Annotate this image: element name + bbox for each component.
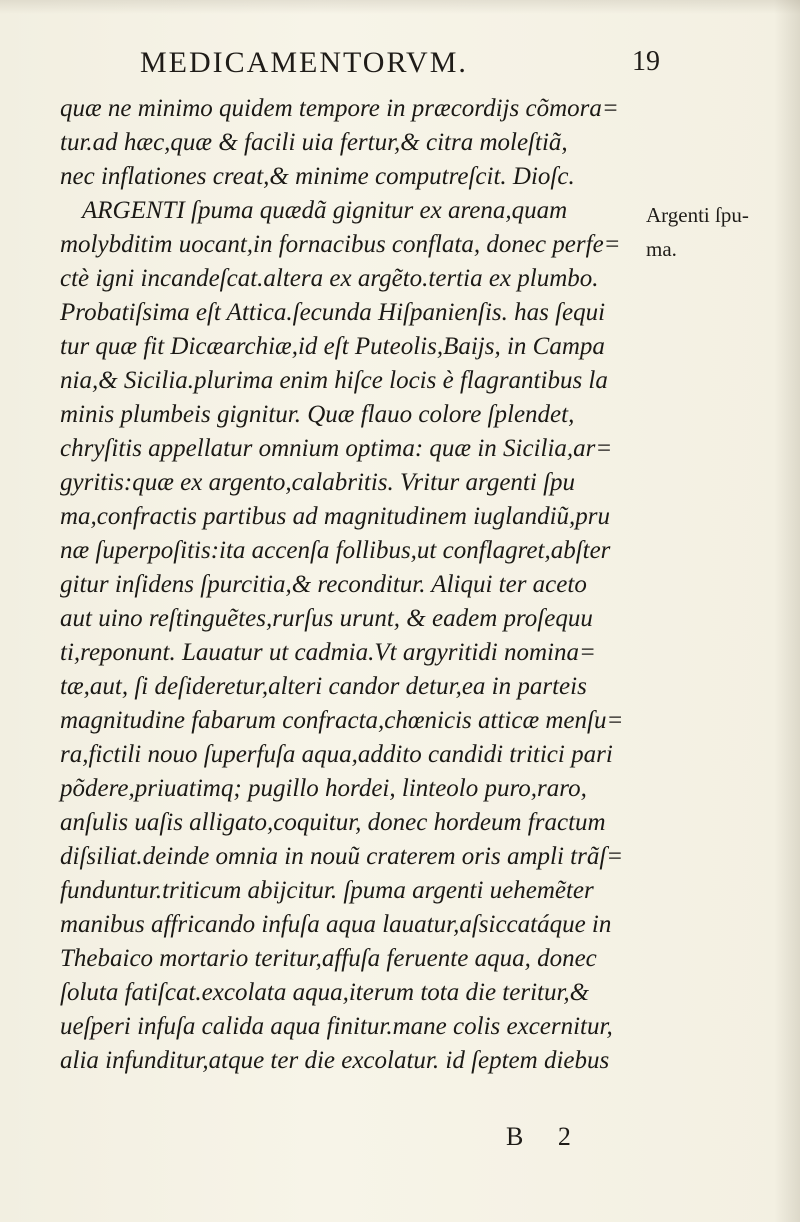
text-line: anſulis uaſis alligato,coquitur, donec hordeum fractum — [60, 809, 606, 836]
text-line: magnitudine fabarum confracta,chœnicis atticæ menſu= — [60, 707, 624, 734]
text-line: funduntur.triticum abijcitur. ſpuma argenti uehemẽter — [60, 877, 594, 904]
signature-mark: B 2 — [506, 1122, 585, 1151]
margin-note — [646, 198, 796, 266]
text-line: diſsiliat.deinde omnia in nouũ craterem oris ampli trãſ= — [60, 843, 624, 870]
running-title: MEDICAMENTORVM. — [140, 46, 468, 79]
text-line: nia,& Sicilia.plurima enim hiſce locis è flagrantibus la — [60, 367, 608, 394]
text-line: nec inflationes creat,& minime computreſcit. Dioſc. — [60, 163, 575, 190]
text-line: næ ſuperpoſitis:ita accenſa follibus,ut conflagret,abſter — [60, 537, 611, 564]
text-line: gitur inſidens ſpurcitia,& reconditur. Aliqui ter aceto — [60, 571, 587, 598]
margin-note-line: ma. — [646, 237, 677, 261]
page-number: 19 — [632, 46, 660, 77]
text-line: ctè igni incandeſcat.altera ex argẽto.tertia ex plumbo. — [60, 265, 599, 292]
margin-note-line: Argenti ſpu- — [646, 203, 749, 227]
body-text — [60, 92, 660, 1078]
text-line: ueſperi infuſa calida aqua finitur.mane colis excernitur, — [60, 1013, 613, 1040]
text-line: ra,fictili nouo ſuperfuſa aqua,addito candidi tritici pari — [60, 741, 613, 768]
text-line: ARGENTI ſpuma quædã gignitur ex arena,quam — [82, 197, 568, 224]
text-line: tur quæ fit Dicæarchiæ,id eſt Puteolis,Baijs, in Campa — [60, 333, 605, 360]
text-line: gyritis:quæ ex argento,calabritis. Vritur argenti ſpu — [60, 469, 576, 496]
text-line: tæ,aut, ſi deſideretur,alteri candor detur,ea in parteis — [60, 673, 587, 700]
text-line: tur.ad hæc,quæ & facili uia fertur,& citra moleſtiã, — [60, 129, 568, 156]
text-line: chryſitis appellatur omnium optima: quæ in Sicilia,ar= — [60, 435, 613, 462]
text-line: molybditim uocant,in fornacibus conflata, donec perfe= — [60, 231, 621, 258]
text-line: Probatiſsima eſt Attica.ſecunda Hiſpanienſis. has ſequi — [60, 299, 606, 326]
text-line: manibus affricando infuſa aqua lauatur,aſsiccatáque in — [60, 911, 612, 938]
text-line: Thebaico mortario teritur,affuſa feruente aqua, donec — [60, 945, 597, 972]
text-line: aut uino reſtinguẽtes,rurſus urunt, & eadem proſequu — [60, 605, 593, 632]
page-top-shadow — [0, 0, 800, 14]
text-line: põdere,priuatimq; pugillo hordei, linteolo puro,raro, — [60, 775, 587, 802]
text-line: quæ ne minimo quidem tempore in præcordijs cõmora= — [60, 95, 619, 122]
page-header — [140, 46, 660, 86]
text-line: ti,reponunt. Lauatur ut cadmia.Vt argyritidi nomina= — [60, 639, 596, 666]
text-line: ma,confractis partibus ad magnitudinem iuglandiũ,pru — [60, 503, 610, 530]
text-line: ſoluta fatiſcat.excolata aqua,iterum tota die teritur,& — [60, 979, 590, 1006]
page-gutter-shadow — [774, 0, 800, 1222]
text-line: minis plumbeis gignitur. Quæ flauo colore ſplendet, — [60, 401, 575, 428]
text-line: alia infunditur,atque ter die excolatur. id ſeptem diebus — [60, 1047, 610, 1074]
